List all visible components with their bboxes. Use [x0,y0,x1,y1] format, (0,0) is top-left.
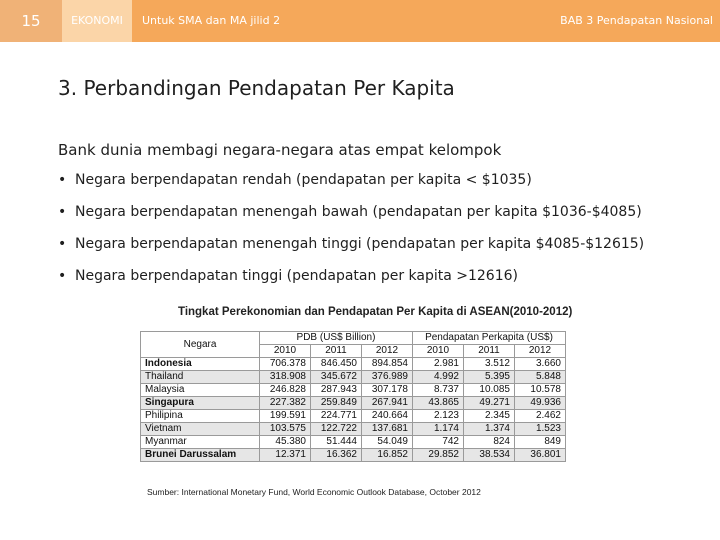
pdb-cell: 54.049 [362,436,413,449]
column-header-year: 2010 [260,345,311,358]
table-row [141,436,566,449]
pdb-cell: 345.672 [311,371,362,384]
book-title: Untuk SMA dan MA jilid 2 [142,14,281,27]
bullet-item [58,170,644,202]
pdb-cell: 267.941 [362,397,413,410]
column-header-year: 2010 [413,345,464,358]
pdb-cell: 122.722 [311,423,362,436]
perkapita-cell: 5.848 [515,371,566,384]
pdb-cell: 199.591 [260,410,311,423]
bullet-list [58,170,644,298]
perkapita-cell: 2.981 [413,358,464,371]
perkapita-cell: 1.523 [515,423,566,436]
table-row [141,449,566,462]
column-header-year: 2011 [311,345,362,358]
perkapita-cell: 49.271 [464,397,515,410]
perkapita-cell: 2.123 [413,410,464,423]
perkapita-cell: 10.085 [464,384,515,397]
pdb-cell: 706.378 [260,358,311,371]
pdb-cell: 227.382 [260,397,311,410]
perkapita-cell: 8.737 [413,384,464,397]
table-source: Sumber: International Monetary Fund, World Economic Outlook Database, October 2012 [147,487,481,497]
perkapita-cell: 3.512 [464,358,515,371]
perkapita-cell: 4.992 [413,371,464,384]
chapter-title: BAB 3 Pendapatan Nasional [560,14,713,27]
pdb-cell: 45.380 [260,436,311,449]
pdb-cell: 846.450 [311,358,362,371]
pdb-cell: 224.771 [311,410,362,423]
perkapita-cell: 2.345 [464,410,515,423]
perkapita-cell: 36.801 [515,449,566,462]
pdb-cell: 16.852 [362,449,413,462]
perkapita-cell: 1.374 [464,423,515,436]
asean-income-table [140,331,566,462]
perkapita-cell: 849 [515,436,566,449]
country-cell: Thailand [141,371,260,384]
country-cell: Indonesia [141,358,260,371]
bullet-text: Negara berpendapatan tinggi (pendapatan per kapita >12616) [75,268,518,284]
pdb-cell: 259.849 [311,397,362,410]
pdb-cell: 137.681 [362,423,413,436]
pdb-cell: 240.664 [362,410,413,423]
page-number: 15 [0,0,62,42]
bullet-item [58,202,644,234]
header-bar [0,0,720,42]
country-cell: Vietnam [141,423,260,436]
pdb-cell: 894.854 [362,358,413,371]
perkapita-cell: 49.936 [515,397,566,410]
pdb-cell: 16.362 [311,449,362,462]
perkapita-cell: 10.578 [515,384,566,397]
perkapita-cell: 29.852 [413,449,464,462]
country-cell: Malaysia [141,384,260,397]
pdb-cell: 12.371 [260,449,311,462]
subject-label: EKONOMI [62,0,132,42]
bullet-dot-icon: • [58,268,67,284]
column-group-pdb: PDB (US$ Billion) [260,332,413,345]
bullet-dot-icon: • [58,236,67,252]
country-cell: Singapura [141,397,260,410]
bullet-text: Negara berpendapatan menengah tinggi (pendapatan per kapita $4085-$12615) [75,236,645,252]
column-header-negara: Negara [141,332,260,358]
bullet-dot-icon: • [58,204,67,220]
bullet-item [58,234,644,266]
table-row [141,410,566,423]
perkapita-cell: 824 [464,436,515,449]
table-row [141,423,566,436]
intro-text: Bank dunia membagi negara-negara atas empat kelompok [58,141,502,159]
pdb-cell: 318.908 [260,371,311,384]
perkapita-cell: 742 [413,436,464,449]
country-cell: Philipina [141,410,260,423]
perkapita-cell: 3.660 [515,358,566,371]
table-row [141,358,566,371]
section-title: 3. Perbandingan Pendapatan Per Kapita [58,76,455,100]
pdb-cell: 103.575 [260,423,311,436]
country-cell: Brunei Darussalam [141,449,260,462]
table-row [141,397,566,410]
column-group-perkapita: Pendapatan Perkapita (US$) [413,332,566,345]
perkapita-cell: 5.395 [464,371,515,384]
perkapita-cell: 38.534 [464,449,515,462]
perkapita-cell: 43.865 [413,397,464,410]
perkapita-cell: 2.462 [515,410,566,423]
pdb-cell: 287.943 [311,384,362,397]
bullet-item [58,266,644,298]
bullet-text: Negara berpendapatan menengah bawah (pendapatan per kapita $1036-$4085) [75,204,642,220]
column-header-year: 2012 [362,345,413,358]
bullet-dot-icon: • [58,172,67,188]
table-row [141,384,566,397]
table-title: Tingkat Perekonomian dan Pendapatan Per Kapita di ASEAN(2010-2012) [178,306,573,318]
bullet-text: Negara berpendapatan rendah (pendapatan per kapita < $1035) [75,172,532,188]
table-row [141,371,566,384]
pdb-cell: 246.828 [260,384,311,397]
pdb-cell: 51.444 [311,436,362,449]
pdb-cell: 376.989 [362,371,413,384]
pdb-cell: 307.178 [362,384,413,397]
country-cell: Myanmar [141,436,260,449]
column-header-year: 2011 [464,345,515,358]
column-header-year: 2012 [515,345,566,358]
perkapita-cell: 1.174 [413,423,464,436]
